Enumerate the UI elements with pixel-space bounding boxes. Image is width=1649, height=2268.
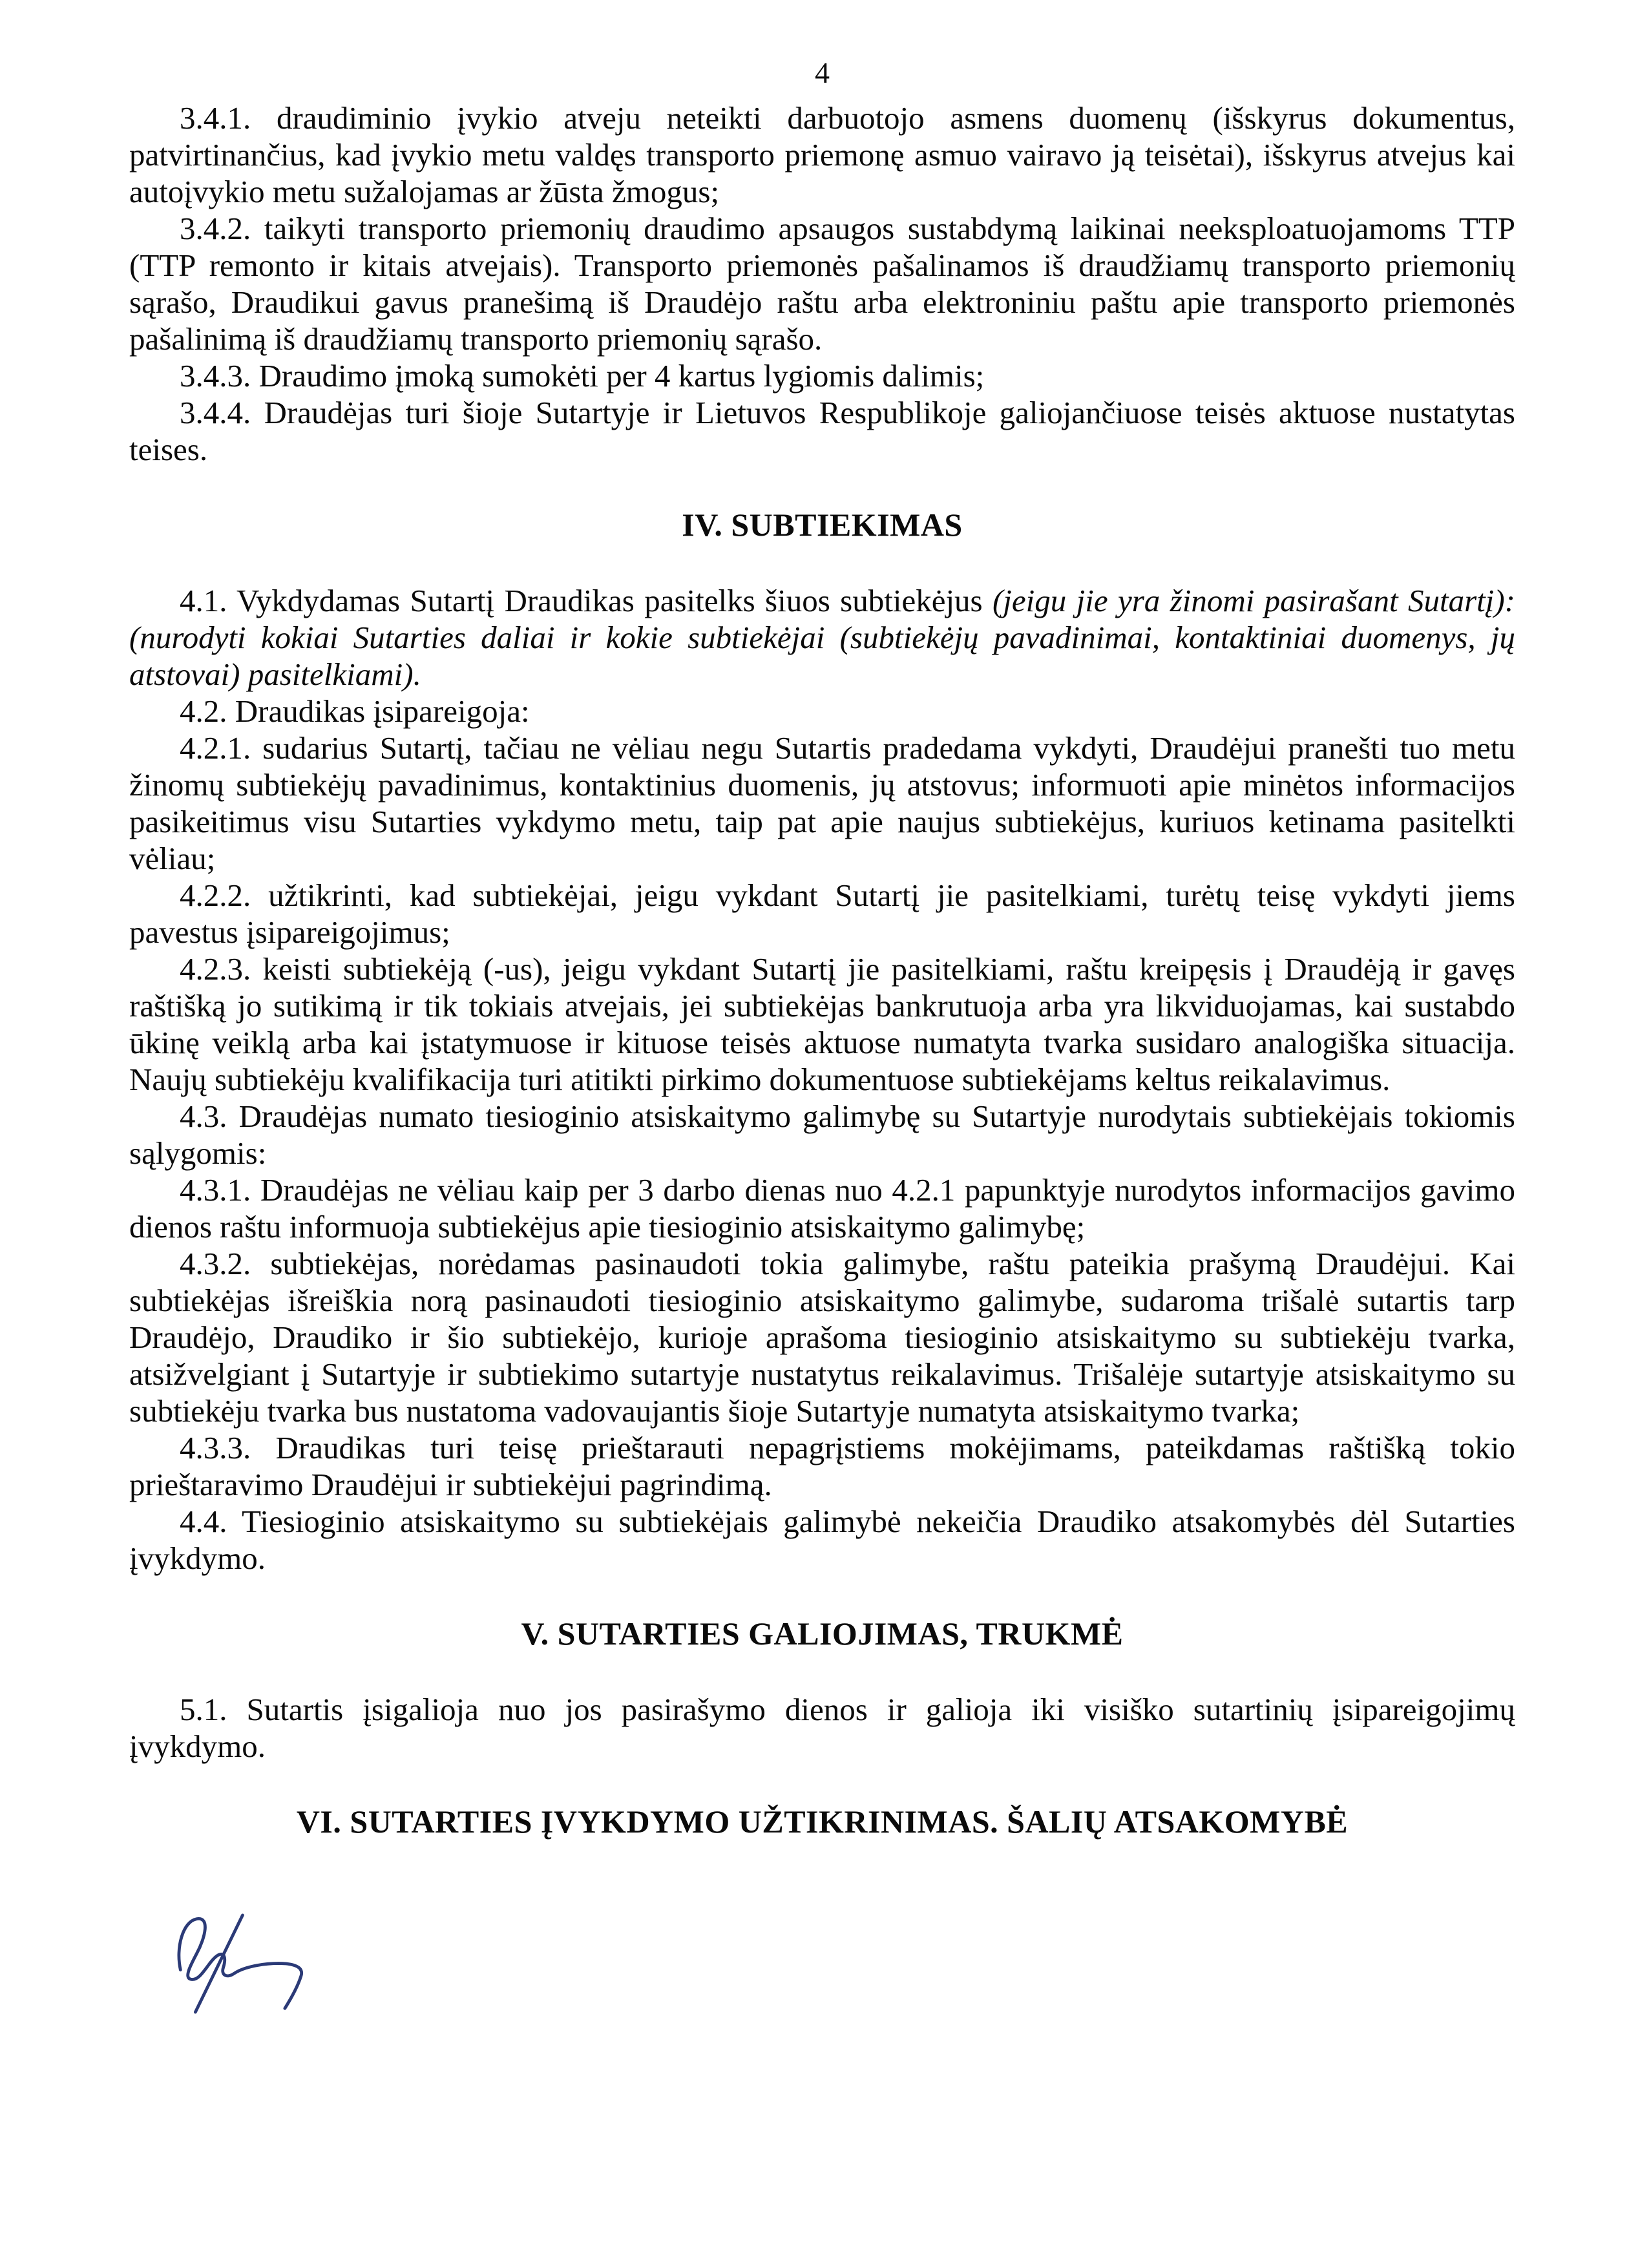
clause-4-2-1: 4.2.1. sudarius Sutartį, tačiau ne vėliau negu Sutartis pradedama vykdyti, Draudėjui pranešti tuo metu žinomų subtiekėjų pavadinimus, kontaktinius duomenis, jų atstovus; informuoti apie minėtos informacijos pasikeitimus visu Sutarties vykdymo metu, taip pat apie naujus subtiekėjus, kuriuos ketinama pasitelkti vėliau;	[129, 730, 1515, 876]
clause-4-1-note: (jeigu jie yra žinomi pasirašant Sutartį): (nurodyti kokiai Sutarties daliai ir kokie subtiekėjai (subtiekėjų pavadinimai, kontaktiniai duomenys, jų atstovai) pasitelkiami).	[129, 583, 1516, 692]
page-number: 4	[815, 56, 830, 89]
clause-3-4-4: 3.4.4. Draudėjas turi šioje Sutartyje ir Lietuvos Respublikoje galiojančiuose teisės aktuose nustatytas teises.	[129, 395, 1515, 467]
section-heading-iv: IV. SUBTIEKIMAS	[682, 507, 963, 543]
clause-4-2-3: 4.2.3. keisti subtiekėją (-us), jeigu vykdant Sutartį jie pasitelkiami, raštu kreipęsis į Draudėją ir gavęs raštišką jo sutikimą ir tik tokiais atvejais, jei subtiekėjas bankrutuoja arba yra likviduojamas, kai sustabdo ūkinę veiklą arba kai įstatymuose ir kituose teisės aktuose numatyta tvarka susidaro analogiška situacija. Naujų subtiekėju kvalifikacija turi atitikti pirkimo dokumentuose subtiekėjams keltus reikalavimus.	[129, 951, 1515, 1097]
clause-3-4-3: 3.4.3. Draudimo įmoką sumokėti per 4 kartus lygiomis dalimis;	[180, 358, 985, 394]
clause-4-3: 4.3. Draudėjas numato tiesioginio atsiskaitymo galimybę su Sutartyje nurodytais subtiekėjais tokiomis sąlygomis:	[129, 1098, 1515, 1171]
clause-4-1-text: 4.1. Vykdydamas Sutartį Draudikas pasitelks šiuos subtiekėjus	[180, 583, 993, 618]
clause-5-1: 5.1. Sutartis įsigalioja nuo jos pasirašymo dienos ir galioja iki visiško sutartinių įsipareigojimų įvykdymo.	[129, 1692, 1515, 1764]
clause-3-4-1: 3.4.1. draudiminio įvykio atveju neteikti darbuotojo asmens duomenų (išskyrus dokumentus, patvirtinančius, kad įvykio metu valdęs transporto priemonę asmuo vairavo ją teisėtai), išskyrus atvejus kai autoįvykio metu sužalojamas ar žūsta žmogus;	[129, 100, 1515, 209]
clause-4-2-2: 4.2.2. užtikrinti, kad subtiekėjai, jeigu vykdant Sutartį jie pasitelkiami, turėtų teisę vykdyti jiems pavestus įsipareigojimus;	[129, 877, 1515, 950]
clause-3-4-2: 3.4.2. taikyti transporto priemonių draudimo apsaugos sustabdymą laikinai neeksploatuojamoms TTP (TTP remonto ir kitais atvejais). Transporto priemonės pašalinamos iš draudžiamų transporto priemonių sąrašo, Draudikui gavus pranešimą iš Draudėjo raštu arba elektroniniu paštu apie transporto priemonės pašalinimą iš draudžiamų transporto priemonių sąrašo.	[129, 211, 1515, 357]
section-heading-v: V. SUTARTIES GALIOJIMAS, TRUKMĖ	[521, 1615, 1124, 1652]
clause-4-3-1: 4.3.1. Draudėjas ne vėliau kaip per 3 darbo dienas nuo 4.2.1 papunktyje nurodytos informacijos gavimo dienos raštu informuoja subtiekėjus apie tiesioginio atsiskaitymo galimybę;	[129, 1172, 1515, 1244]
signature-icon	[169, 1908, 331, 2018]
handwritten-signature	[169, 1908, 337, 2021]
clause-4-3-3: 4.3.3. Draudikas turi teisę prieštarauti nepagrįstiems mokėjimams, pateikdamas raštišką tokio prieštaravimo Draudėjui ir subtiekėjui pagrindimą.	[129, 1430, 1515, 1502]
section-heading-vi: VI. SUTARTIES ĮVYKDYMO UŽTIKRINIMAS. ŠALIŲ ATSAKOMYBĖ	[296, 1803, 1349, 1840]
clause-4-3-2: 4.3.2. subtiekėjas, norėdamas pasinaudoti tokia galimybe, raštu pateikia prašymą Draudėjui. Kai subtiekėjas išreiškia norą pasinaudoti tiesioginio atsiskaitymo galimybe, sudaroma trišalė sutartis tarp Draudėjo, Draudiko ir šio subtiekėjo, kurioje aprašoma tiesioginio atsiskaitymo su subtiekėju tvarka, atsižvelgiant į Sutartyje ir subtiekimo sutartyje nustatytus reikalavimus. Trišalėje sutartyje atsiskaitymo su subtiekėju tvarka bus nustatoma vadovaujantis šioje Sutartyje numatyta atsiskaitymo tvarka;	[129, 1246, 1515, 1429]
clause-4-2: 4.2. Draudikas įsipareigoja:	[180, 693, 530, 729]
clause-4-1	[129, 582, 1515, 693]
clause-4-4: 4.4. Tiesioginio atsiskaitymo su subtiekėjais galimybė nekeičia Draudiko atsakomybės dėl Sutarties įvykdymo.	[129, 1504, 1515, 1576]
